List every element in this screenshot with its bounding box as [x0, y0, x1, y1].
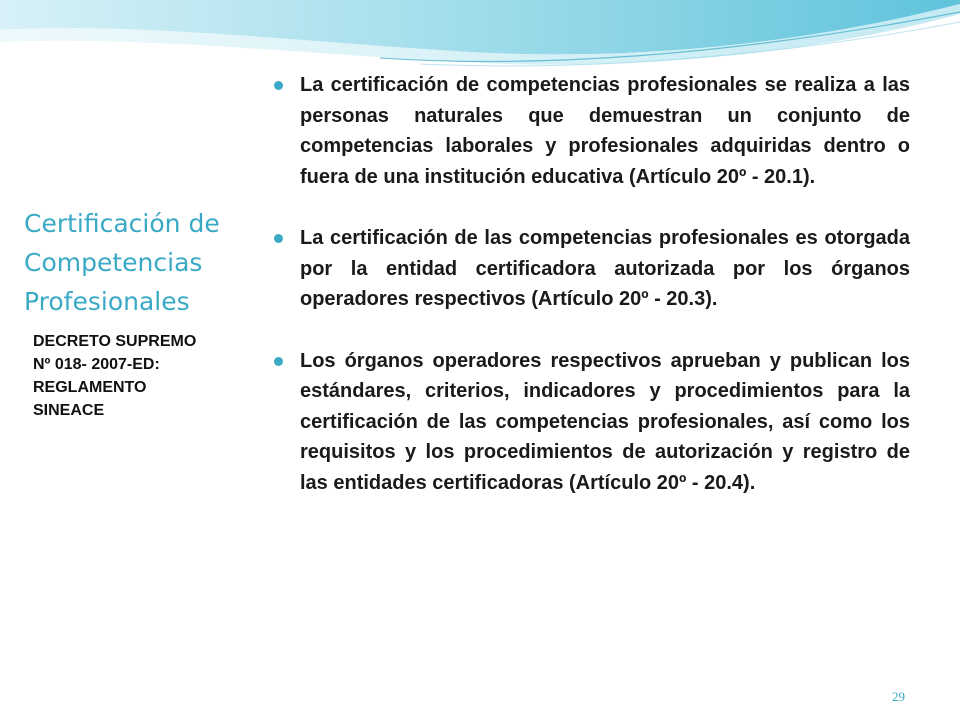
slide-title: Certificación de Competencias Profesionales: [24, 209, 220, 316]
bullet-dot-icon: [274, 81, 283, 90]
bullet-list: [272, 70, 910, 529]
bullet-item: [272, 70, 910, 192]
decree-subtitle: DECRETO SUPREMO Nº 018- 2007-ED: REGLAMENTO SINEACE: [33, 333, 197, 419]
bullet-dot-icon: [274, 234, 283, 243]
bullet-text: La certificación de las competencias profesionales es otorgada por la entidad certificadora autorizada por los órganos operadores respectivos (Artículo 20º - 20.3).: [300, 227, 910, 310]
bullet-text: Los órganos operadores respectivos aprueban y publican los estándares, criterios, indicadores y procedimientos para la certificación de las competencias profesionales, así como los requisitos y los procedimientos de autorización y registro de las entidades certificadoras (Artículo 20º - 20.4).: [300, 349, 910, 494]
bullet-text: La certificación de competencias profesionales se realiza a las personas naturales que demuestran un conjunto de competencias laborales y profesionales adquiridas dentro o fuera de una institución educativa (Artículo 20º - 20.1).: [300, 74, 910, 188]
header-wave-decoration: [0, 0, 960, 70]
page-number: 29: [892, 689, 905, 704]
bullet-item: [272, 346, 910, 499]
bullet-dot-icon: [274, 357, 283, 366]
bullet-item: [272, 223, 910, 315]
